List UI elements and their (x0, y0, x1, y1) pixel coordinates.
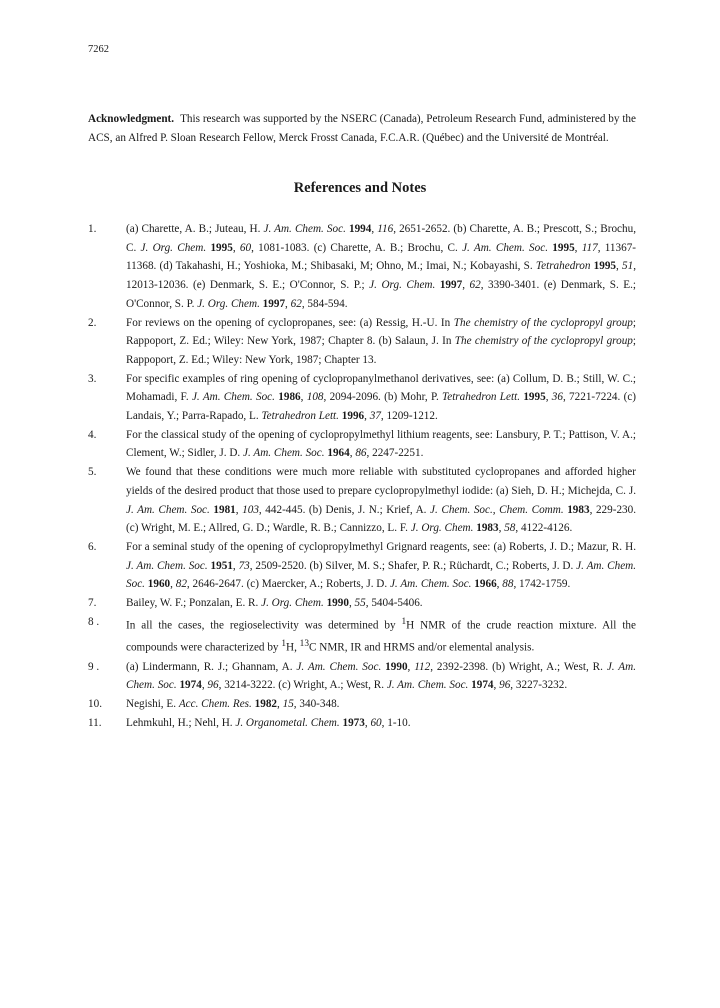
reference-number: 9 . (88, 660, 100, 673)
reference-text: Lehmkuhl, H.; Nehl, H. J. Organometal. Chem. 1973, 60, 1-10. (126, 716, 411, 729)
reference-item (88, 538, 636, 594)
reference-item (88, 714, 636, 733)
reference-text: For a seminal study of the opening of cyclopropylmethyl Grignard reagents, see: (a) Roberts, J. D.; Mazur, R. H. J. Am. Chem. Soc. 1951, 73, 2509-2520. (b) Silver, M. S.; Shafer, P. R.; Rüchardt, C.; Roberts, J. D. J. Am. Chem. Soc. 1960, 82, 2646-2647. (c) Maercker, A.; Roberts, J. D. J. Am. Chem. Soc. 1966, 88, 1742-1759. (126, 540, 637, 591)
reference-text: For specific examples of ring opening of cyclopropanylmethanol derivatives, see: (a) Collum, D. B.; Still, W. C.; Mohamadi, F. J. Am. Chem. Soc. 1986, 108, 2094-2096. (b) Mohr, P. Tetrahedron Lett. 1995, 36, 7221-7224. (c) Landais, Y.; Parra-Rapado, L. Tetrahedron Lett. 1996, 37, 1209-1212. (126, 372, 637, 423)
acknowledgment-heading: Acknowledgment. (88, 113, 175, 126)
reference-number: 10. (88, 698, 102, 711)
reference-item (88, 695, 636, 714)
reference-text: Negishi, E. Acc. Chem. Res. 1982, 15, 340-348. (126, 698, 340, 711)
reference-number: 4. (88, 428, 97, 441)
acknowledgment-paragraph (88, 110, 636, 148)
reference-number: 8 . (88, 615, 100, 628)
reference-item (88, 314, 636, 370)
reference-item (88, 463, 636, 538)
reference-number: 1. (88, 223, 97, 235)
reference-text: For reviews on the opening of cyclopropanes, see: (a) Ressig, H.-U. In The chemistry of the cyclopropyl group; Rappoport, Z. Ed.; Wiley: New York, 1987; Chapter 8. (b) Salaun, J. In The chemistry of the cyclopropyl group; Rappoport, Z. Ed.; Wiley: New York, 1987; Chapter 13. (126, 316, 636, 366)
reference-item (88, 370, 636, 426)
reference-number: 5. (88, 466, 97, 479)
reference-item (88, 613, 636, 658)
reference-item (88, 594, 636, 613)
reference-item (88, 426, 636, 463)
reference-item (88, 658, 636, 695)
reference-number: 7. (88, 597, 97, 610)
acknowledgment-text: This research was supported by the NSERC (Canada), Petroleum Research Fund, administered by the ACS, an Alfred P. Sloan Research Fellow, Merck Frosst Canada, F.C.A.R. (Québec) and the Université de Montréal. (88, 113, 636, 145)
reference-text: (a) Lindermann, R. J.; Ghannam, A. J. Am. Chem. Soc. 1990, 112, 2392-2398. (b) Wright, A.; West, R. J. Am. Chem. Soc. 1974, 96, 3214-3222. (c) Wright, A.; West, R. J. Am. Chem. Soc. 1974, 96, 3227-3232. (126, 660, 637, 692)
reference-number: 2. (88, 316, 97, 329)
references-title: References and Notes (293, 180, 427, 196)
reference-text: We found that these conditions were much more reliable with substituted cyclopropanes and afforded higher yields of the desired product that those used to prepare cyclopropylmethyl iodide: (a) Sieh, D. H.; Michejda, C. J. J. Am. Chem. Soc. 1981, 103, 442-445. (b) Denis, J. N.; Krief, A. J. Chem. Soc., Chem. Comm. 1983, 229-230. (c) Wright, M. E.; Allred, G. D.; Wardle, R. B.; Cannizzo, L. F. J. Org. Chem. 1983, 58, 4122-4126. (126, 466, 637, 535)
reference-number: 6. (88, 540, 97, 553)
reference-text: (a) Charette, A. B.; Juteau, H. J. Am. Chem. Soc. 1994, 116, 2651-2652. (b) Charette, A. B.; Prescott, S.; Brochu, C. J. Org. Chem. 1995, 60, 1081-1083. (c) Charette, A. B.; Brochu, C. J. Am. Chem. Soc. 1995, 117, 11367-11368. (d) Takahashi, H.; Yoshioka, M.; Shibasaki, M; Ohno, M.; Imai, N.; Kobayashi, S. Tetrahedron 1995, 51, 12013-12036. (e) Denmark, S. E.; O'Connor, S. P.; J. Org. Chem. 1997, 62, 3390-3401. (e) Denmark, S. E.; O'Connor, S. P. J. Org. Chem. 1997, 62, 584-594. (126, 223, 637, 310)
reference-item (88, 220, 636, 314)
page-number: 7262 (88, 44, 109, 55)
references-list (88, 220, 636, 732)
reference-number: 11. (88, 716, 102, 729)
reference-text: In all the cases, the regioselectivity was determined by $^1$H NMR of the crude reaction mixture. All the compounds were characterized by $^1$H, $^{13}$C NMR, IR and HRMS and/or elemental analysis. (126, 616, 636, 654)
reference-text: Bailey, W. F.; Ponzalan, E. R. J. Org. Chem. 1990, 55, 5404-5406. (126, 597, 423, 610)
reference-number: 3. (88, 372, 97, 385)
reference-text: For the classical study of the opening of cyclopropylmethyl lithium reagents, see: Lansbury, P. T.; Pattison, V. A.; Clement, W.; Sidler, J. D. J. Am. Chem. Soc. 1964, 86, 2247-2251. (126, 428, 636, 460)
